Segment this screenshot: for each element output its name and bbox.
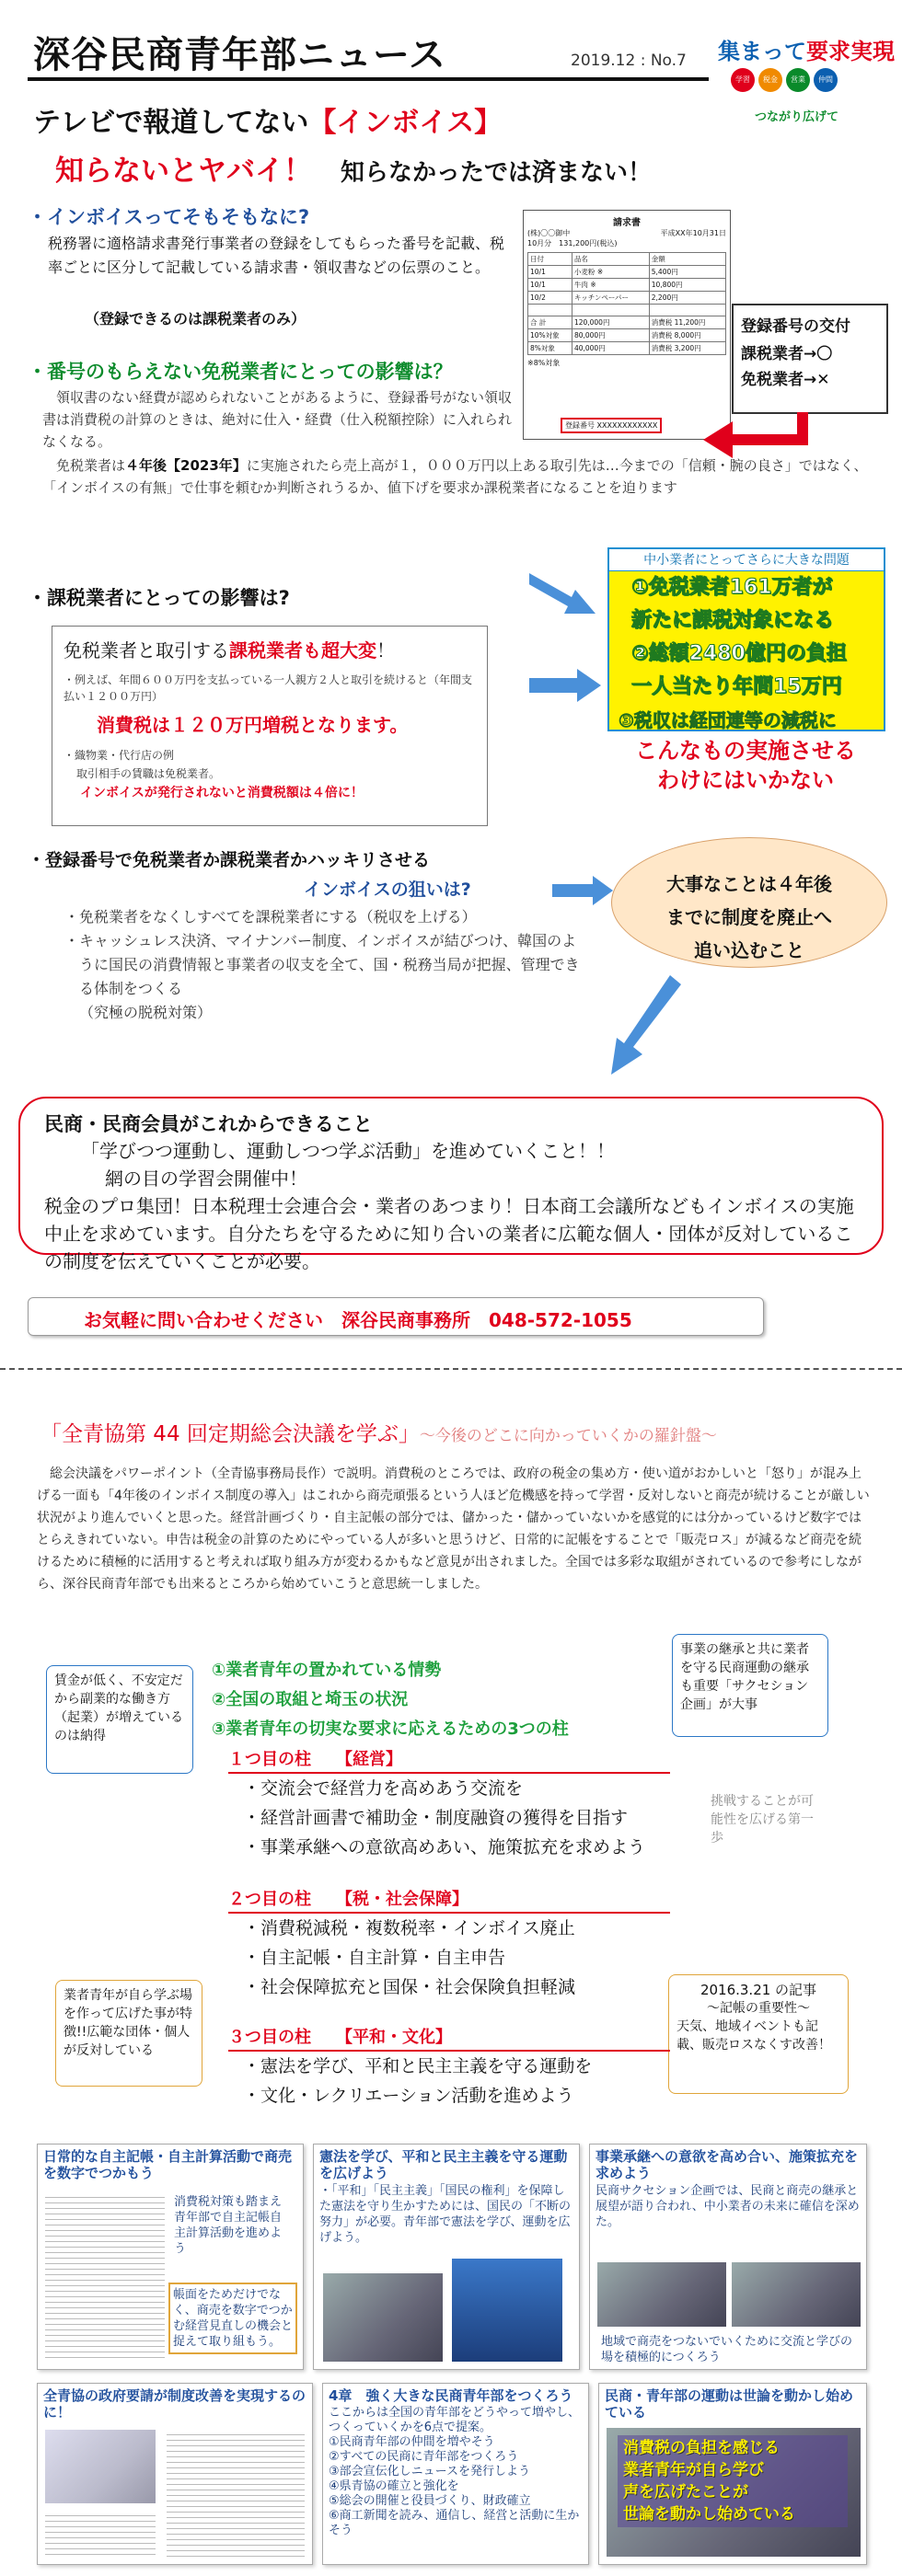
invoice-cell: 8%対象	[528, 342, 572, 355]
invoice-to: (株)〇〇御中	[527, 229, 571, 237]
cannot-allow-line: わけにはいかない	[657, 767, 834, 793]
invoice-col: 金額	[649, 253, 725, 266]
invoice-cell: 10/1	[528, 266, 572, 279]
slide-title: 日常的な自主記帳・自主計算活動で商売を数字でつかもう	[43, 2148, 293, 2181]
section-1-body: 税務署に適格請求書発行事業者の登録をしてもらった番号を記載、税率ごとに区分して記載している請求書・領収書などの伝票のこと。	[48, 235, 505, 276]
invoice-table	[527, 252, 726, 355]
what-we-can-do-line-2: 網の目の学習会開催中！	[105, 1167, 307, 1190]
what-we-can-do-heading: 民商・民商会員がこれからできること	[44, 1113, 373, 1135]
green-topic: ③業者青年の切実な要求に応えるための3つの柱	[212, 1719, 569, 1739]
headline-1b: 【インボイス】	[308, 107, 503, 139]
invoice-cell: 消費税 11,200円	[649, 316, 725, 329]
invoice-cell: 10/2	[528, 292, 572, 305]
slide-list	[323, 2404, 588, 2540]
key-point-ellipse	[611, 837, 887, 968]
invoice-cell: 80,000円	[572, 329, 649, 342]
poster-image	[452, 2259, 562, 2362]
article-note-heading: 2016.3.21 の記事	[700, 1982, 817, 1998]
pillar-item: ・憲法を学び、平和と民主主義を守る運動を	[243, 2056, 593, 2076]
section-2-heading: ・番号のもらえない免税業者にとっての影響は？	[28, 361, 453, 383]
section-4-subheading: インボイスの狙いは?	[304, 880, 471, 900]
comment-note: 賃金が低く、不安定だから副業的な働き方（起業）が増えているのは納得	[46, 1665, 193, 1774]
blue-arrow-right-icon	[529, 667, 603, 704]
slide-list-item: ここからは全国の青年部をどうやって増やし、つくっていくかを6点で提案。	[329, 2406, 581, 2434]
slide-title: 民商・青年部の運動は世論を動かし始めている	[605, 2387, 854, 2421]
slide-thumbnail	[37, 2383, 313, 2565]
pillar-item: ・文化・レクリエーション活動を進めよう	[243, 2086, 574, 2106]
slide-list-item: ⑥商工新聞を読み、通信し、経営と活動に生かそう	[329, 2509, 580, 2537]
slide-title: 4章 強く大きな民商青年部をつくろう	[329, 2387, 573, 2404]
invoice-cell: 10%対象	[528, 329, 572, 342]
article-note-subheading: ～記帳の重要性～	[707, 2001, 810, 2016]
invoice-cell: 40,000円	[572, 342, 649, 355]
exempt-box-heading	[64, 636, 476, 662]
logo-line-2: つながり広げて	[755, 110, 839, 124]
overlay-line: 世論を動かし始めている	[623, 2505, 795, 2524]
comment-note: 挑戦することが可能性を広げる第一歩	[703, 1787, 832, 1860]
invoice-cell: 小麦粉 ※	[572, 266, 649, 279]
pillar-3	[228, 2024, 670, 2110]
page-divider	[0, 1368, 902, 1370]
problem-line: ③税収は経団連等の減税に	[619, 709, 837, 731]
headline-2a: 知らないとヤバイ！	[55, 155, 312, 188]
consumption-tax-increase: 消費税は１２０万円増税となります。	[97, 714, 409, 736]
document-image	[45, 2192, 165, 2358]
comment-note: 業者青年が自ら学ぶ場を作って広げた事が特徴!!広範な団体・個人が反対している	[55, 1980, 202, 2087]
key-point-line: 大事なことは４年後	[666, 873, 832, 895]
invoice-cell: 10,800円	[649, 279, 725, 292]
slide-title: 事業承継への意欲を高め合い、施策拡充を求めよう	[596, 2148, 859, 2181]
pillar-item: ・自主記帳・自主計算・自主申告	[243, 1948, 506, 1968]
pillar-item: ・消費税減税・複数税率・インボイス廃止	[243, 1918, 575, 1938]
contact-bar: お気軽に問い合わせください 深谷民商事務所 048-572-1055	[28, 1297, 764, 1336]
invoice-col: 日付	[528, 253, 572, 266]
exempt-box-heading-c: ！	[376, 639, 395, 661]
exempt-example-3: 取引相手の賃職は免税業者。	[76, 767, 221, 780]
logo-circle: 営業	[786, 68, 810, 92]
invoice-cell: 消費税 3,200円	[649, 342, 725, 355]
pillar-item: ・交流会で経営力を高めあう交流を	[243, 1778, 524, 1799]
overlay-line: 声を広げたことが	[623, 2483, 748, 2501]
slide-text: 民商サクセション企画では、民商と商売の継承と展望が語り合われ、中小業者の未来に確信を深めた。	[596, 2184, 860, 2229]
exempt-example-1: ・例えば、年間６００万円を支払っている一人親方２人と取引を続けると（年間支払い１２００万円）	[64, 673, 473, 703]
invoice-sample	[523, 210, 731, 440]
aim-bullet: ・免税業者をなくしすべてを課税業者にする（税収を上げる）	[64, 908, 477, 926]
section-2-body-2a: 免税業者は	[56, 457, 126, 474]
issue-number: 2019.12 : No.7	[571, 52, 687, 70]
pillar-item: ・事業承継への意欲高めあい、施策拡充を求めよう	[243, 1837, 646, 1857]
logo-circle: 税金	[758, 68, 782, 92]
slide-list-item: ②すべての民商に青年部をつくろう	[329, 2450, 519, 2464]
photo-image	[732, 2262, 861, 2327]
exempt-box-heading-a: 免税業者と取引する	[64, 639, 229, 661]
section-2-body-2	[42, 454, 875, 499]
invoice-cell: 5,400円	[649, 266, 725, 279]
pillar-1	[228, 1746, 670, 1862]
section-4-heading: ・登録番号で免税業者か課税業者かハッキリさせる	[28, 850, 431, 870]
page-2-subtitle: ～今後のどこに向かっていくかの羅針盤～	[419, 1427, 717, 1445]
document-image	[45, 2511, 156, 2557]
slide-text: ・「平和」「民主主義」「国民の権利」を保障した憲法を守り生かすためには、国民の「不断の努力」が必要。青年部で憲法を学び、運動を広げよう。	[319, 2184, 572, 2245]
invoice-cell: 120,000円	[572, 316, 649, 329]
invoice-cell: 牛肉 ※	[572, 279, 649, 292]
overlay-line: 消費税の負担を感じる	[623, 2439, 780, 2457]
section-2-body-2c: に実施されたら売上高が１，０００万円以上ある取引先は…今までの「信頼・腕の良さ」ではなく、「インボイスの有無」で仕事を頼むか判断されうるか、値下げを要求か課税業者になることを迫ります	[42, 457, 868, 496]
pillar-item: ・社会保障拡充と国保・社会保険負担軽減	[243, 1977, 576, 1997]
slide-thumbnail	[598, 2383, 867, 2565]
logo-line-1a: 集まって	[718, 39, 806, 64]
section-2-year: ４年後【2023年】	[125, 457, 247, 474]
major-problem-box	[607, 547, 885, 731]
article-note-body: 天気、地域イベントも記載、販売ロスなくす改善！	[676, 2019, 831, 2053]
registration-exempt: 免税業者→✕	[741, 371, 830, 389]
slide-overlay-text	[618, 2435, 848, 2527]
slide-list-item: ①民商青年部の仲間を増やそう	[329, 2435, 495, 2449]
slide-text: 地域で商売をつないでいくために交流と学びの場を積極的につくろう	[601, 2335, 853, 2364]
photo-image	[597, 2262, 726, 2327]
pillar-item: ・経営計画書で補助金・制度融資の獲得を目指す	[243, 1808, 629, 1828]
invoice-cell: キッチンペーパー	[572, 292, 649, 305]
green-topic: ②全国の取組と埼玉の状況	[212, 1690, 409, 1709]
invoice-cell: 10/1	[528, 279, 572, 292]
pillar-title: ３つ目の柱 【平和・文化】	[228, 2028, 452, 2047]
what-we-can-do-line-3: 税金のプロ集団！日本税理士会連合会・業者のあつまり！日本商工会議所などもインボイスの実施中止を求めています。自分たちを守るために知り合いの業者に広範な個人・団体が反対しているこの制度を伝えていくことが必要。	[44, 1195, 854, 1272]
slide-text: 消費税対策も踏まえ青年部で自主記帳自主計算活動を進めよう	[174, 2195, 283, 2256]
invoice-regno: 登録番号 XXXXXXXXXXXX	[561, 418, 662, 433]
blue-arrow-diag-icon	[529, 566, 603, 621]
invoice-title: 請求書	[613, 218, 641, 228]
section-1-heading: ・インボイスってそもそもなに?	[28, 206, 310, 228]
problem-line: 一人当たり年間15万円	[631, 675, 842, 698]
blue-arrow-down-icon	[607, 975, 681, 1076]
slide-title: 憲法を学び、平和と民主主義を守る運動を広げよう	[319, 2148, 568, 2181]
pillar-2	[228, 1886, 670, 2002]
comment-note: 事業の継承と共に業者を守る民商運動の継承も重要「サクセション企画」が大事	[672, 1634, 828, 1737]
pillar-title: ２つ目の柱 【税・社会保障】	[228, 1890, 468, 1909]
slide-list-item: ④県青協の確立と強化を	[329, 2479, 459, 2493]
page-2-title-text: 「全青協第 44 回定期総会決議を学ぶ」	[40, 1422, 420, 1446]
tax-four-times: インボイスが発行されないと消費税額は４倍に！	[80, 786, 364, 800]
slide-thumbnail	[313, 2144, 580, 2370]
aim-bullet: （究極の脱税対策）	[79, 1004, 213, 1021]
logo-circle: 学習	[731, 68, 755, 92]
invoice-cell: 2,200円	[649, 292, 725, 305]
key-point-line: までに制度を廃止へ	[666, 906, 832, 928]
exempt-impact-box	[52, 626, 488, 826]
exempt-box-heading-b: 課税業者も超大変	[229, 639, 376, 661]
cannot-allow-text	[635, 736, 856, 795]
logo-line-1b: 要求実現	[806, 39, 895, 64]
key-point-line: 追い込むこと	[694, 939, 804, 961]
problem-line: ①免税業者161万者が	[631, 576, 833, 599]
problem-line: 新たに課税対象になる	[631, 609, 835, 632]
green-topic: ①業者青年の置かれている情勢	[212, 1661, 442, 1680]
registration-taxable: 課税業者→〇	[741, 345, 833, 363]
section-4-bullets	[64, 905, 580, 1025]
aim-bullet: ・キャッシュレス決済、マイナンバー制度、インボイスが結びつけ、韓国のように国民の消費情報と事業者の収支を全て、国・税務当局が把握、管理できる体制をつくる	[64, 932, 580, 997]
campaign-logo	[718, 33, 895, 134]
slide-title: 全青協の政府要請が制度改善を実現するのに！	[43, 2387, 306, 2421]
what-we-can-do-box	[18, 1097, 884, 1272]
green-topics	[212, 1656, 690, 1744]
invoice-cell: 合 計	[528, 316, 572, 329]
headline-2	[55, 147, 652, 189]
major-problem-heading: 中小業者にとってさらに大きな問題	[609, 549, 884, 571]
slide-thumbnail	[589, 2144, 867, 2370]
page-2-title	[40, 1417, 717, 1447]
pillar-title: １つ目の柱 【経営】	[228, 1750, 402, 1769]
registration-heading: 登録番号の交付	[741, 317, 850, 336]
invoice-month: 10月分 131,200円(税込)	[527, 239, 618, 247]
invoice-footnote: ※8%対象	[527, 359, 561, 367]
red-arrow-icon	[700, 412, 810, 458]
page-title: 深谷民商青年部ニュース	[33, 34, 446, 76]
overlay-line: 業者青年が自ら学び	[623, 2461, 764, 2479]
slide-thumbnail	[322, 2383, 589, 2565]
headline-1a: テレビで報道してない	[33, 107, 309, 139]
what-we-can-do-line-1: 「学びつつ運動し、運動しつつ学ぶ活動」を進めていくこと！！	[81, 1140, 615, 1162]
title-divider	[28, 77, 709, 81]
section-3-heading: ・課税業者にとっての影響は?	[28, 587, 290, 609]
cannot-allow-line: こんなもの実施させる	[635, 738, 856, 764]
slide-list-item: ③部会宣伝化しニュースを発行しよう	[329, 2465, 531, 2478]
section-1-note: （登録できるのは課税業者のみ）	[85, 310, 306, 328]
page-2-intro: 総会決議をパワーポイント（全青協事務局長作）で説明。消費税のところでは、政府の税金の集め方・使い道がおかしいと「怒り」が混み上げる一面も「4年後のインボイス制度の導入」はこれから商売頑張るという人ほど危機感を持って学習・反対しないと商売が続けることが厳しい状況がより進んでいくと思った。経営計画づくり・自主記帳の部分では、儲かった・儲かっていないかを感覚的には分かっているけど数字ではとらえきれていない。申告は税金の計算のためにやっている人が多いと思うけど、日常的に記帳をすることで「販売ロス」が減るなど商売を続けるために積極的に活用すると考えれば取り組み方が変わるかもなど意見が出されました。全国では多彩な取組がされているので参考にしながら、深谷民商青年部でも出来るところから始めていこうと意思統一しました。	[37, 1466, 870, 1592]
photo-image	[323, 2273, 443, 2362]
registration-box	[732, 304, 888, 414]
invoice-col: 品名	[572, 253, 649, 266]
slide-list-item: ⑤総会の開催と役員づくり、財政確立	[329, 2494, 531, 2508]
slide-thumbnail	[37, 2144, 304, 2370]
logo-circle: 仲間	[814, 68, 838, 92]
headline-2b: 知らなかったでは済まない！	[341, 159, 653, 187]
invoice-cell: 消費税 8,000円	[649, 329, 725, 342]
article-note	[668, 1974, 849, 2094]
document-image	[167, 2430, 305, 2557]
photo-image	[45, 2430, 156, 2503]
headline-1	[33, 99, 502, 140]
exempt-example-2: ・織物業・代行店の例	[64, 749, 175, 762]
slide-text: 帳面をためだけでなく、商売を数字でつかむ経営見直しの機会と捉えて取り組もう。	[168, 2283, 297, 2354]
invoice-date: 平成XX年10月31日	[660, 229, 726, 237]
section-2-body-1: 領収書のない経費が認められないことがあるように、登録番号がない領収書は消費税の計算のときは、絶対に仕入・経費（仕入税額控除）に入れられなくなる。	[42, 389, 513, 450]
blue-arrow-right-icon	[552, 874, 617, 907]
problem-line: ②総額2480億円の負担	[631, 642, 847, 665]
